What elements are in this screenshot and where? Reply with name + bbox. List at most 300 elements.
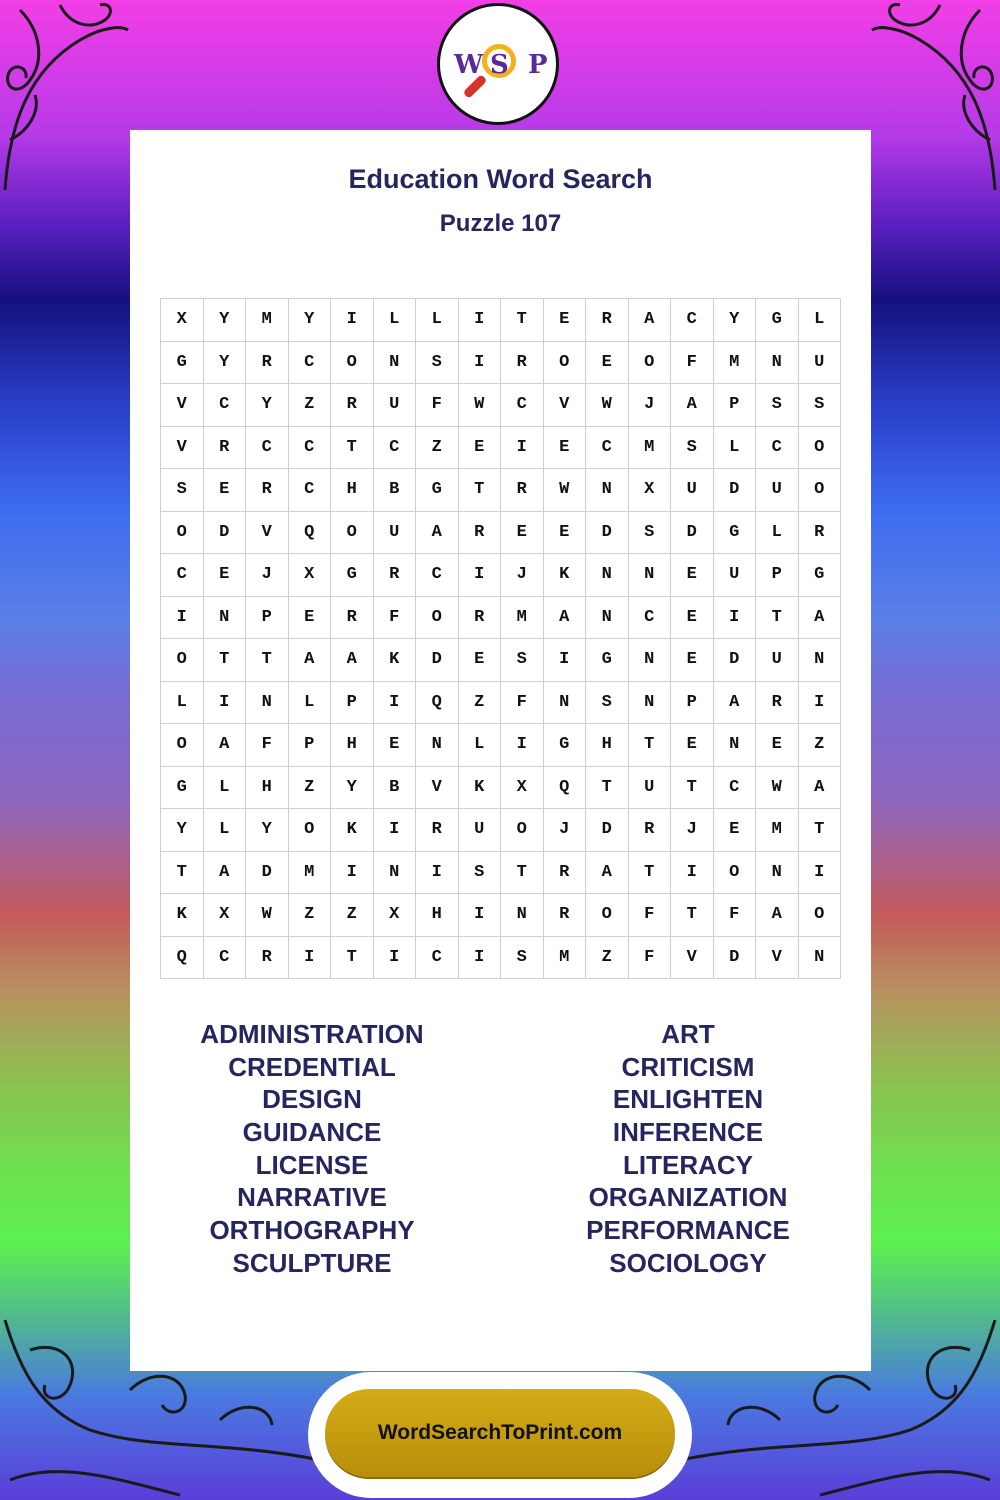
grid-cell[interactable]: D <box>713 936 756 979</box>
grid-cell[interactable]: C <box>203 384 246 427</box>
grid-row <box>161 341 841 384</box>
grid-cell[interactable]: K <box>373 639 416 682</box>
grid-cell[interactable]: V <box>756 936 799 979</box>
grid-cell[interactable]: O <box>331 511 374 554</box>
grid-cell[interactable]: N <box>798 639 841 682</box>
grid-cell[interactable]: C <box>713 766 756 809</box>
grid-cell[interactable]: T <box>331 936 374 979</box>
grid-cell[interactable]: A <box>203 724 246 767</box>
grid-cell[interactable]: G <box>543 724 586 767</box>
grid-cell[interactable]: Q <box>161 936 204 979</box>
grid-cell[interactable]: N <box>628 639 671 682</box>
grid-row <box>161 766 841 809</box>
grid-cell[interactable]: I <box>161 596 204 639</box>
grid-cell[interactable]: L <box>756 511 799 554</box>
grid-cell[interactable]: I <box>458 554 501 597</box>
word-list-item: ORTHOGRAPHY <box>209 1215 415 1246</box>
grid-cell[interactable]: O <box>416 596 459 639</box>
grid-row <box>161 554 841 597</box>
grid-cell[interactable]: E <box>543 426 586 469</box>
grid-cell[interactable]: U <box>373 511 416 554</box>
grid-cell[interactable]: N <box>373 851 416 894</box>
grid-cell[interactable]: Z <box>288 894 331 937</box>
grid-cell[interactable]: A <box>756 894 799 937</box>
grid-cell[interactable]: E <box>543 299 586 342</box>
grid-cell[interactable]: M <box>288 851 331 894</box>
grid-cell[interactable]: S <box>161 469 204 512</box>
grid-cell[interactable]: U <box>798 341 841 384</box>
grid-cell[interactable]: W <box>458 384 501 427</box>
grid-cell[interactable]: F <box>501 681 544 724</box>
grid-cell[interactable]: R <box>501 469 544 512</box>
grid-cell[interactable]: N <box>756 341 799 384</box>
grid-cell[interactable]: F <box>713 894 756 937</box>
grid-cell[interactable]: U <box>756 639 799 682</box>
grid-cell[interactable]: T <box>203 639 246 682</box>
grid-cell[interactable]: X <box>203 894 246 937</box>
grid-cell[interactable]: R <box>331 596 374 639</box>
grid-cell[interactable]: G <box>586 639 629 682</box>
corner-ornament-top-left <box>0 0 130 200</box>
grid-cell[interactable]: E <box>373 724 416 767</box>
grid-cell[interactable]: F <box>373 596 416 639</box>
grid-cell[interactable]: X <box>628 469 671 512</box>
grid-cell[interactable]: T <box>458 469 501 512</box>
grid-cell[interactable]: K <box>458 766 501 809</box>
grid-cell[interactable]: L <box>798 299 841 342</box>
grid-cell[interactable]: H <box>331 724 374 767</box>
grid-cell[interactable]: K <box>161 894 204 937</box>
grid-cell[interactable]: B <box>373 766 416 809</box>
letter-grid <box>160 298 841 979</box>
grid-cell[interactable]: N <box>246 681 289 724</box>
grid-cell[interactable]: C <box>373 426 416 469</box>
grid-cell[interactable]: I <box>373 681 416 724</box>
word-list-item: ADMINISTRATION <box>200 1019 424 1049</box>
grid-cell[interactable]: N <box>416 724 459 767</box>
grid-cell[interactable]: E <box>203 469 246 512</box>
grid-cell[interactable]: A <box>416 511 459 554</box>
grid-cell[interactable]: G <box>798 554 841 597</box>
grid-cell[interactable]: I <box>713 596 756 639</box>
grid-cell[interactable]: O <box>713 851 756 894</box>
grid-cell[interactable]: S <box>756 384 799 427</box>
grid-cell[interactable]: C <box>288 426 331 469</box>
word-list-item: ART <box>661 1019 715 1049</box>
grid-row <box>161 299 841 342</box>
grid-cell[interactable]: T <box>628 851 671 894</box>
word-list-item: LITERACY <box>623 1149 753 1180</box>
grid-cell[interactable]: U <box>373 384 416 427</box>
grid-cell[interactable]: H <box>246 766 289 809</box>
grid-cell[interactable]: A <box>628 299 671 342</box>
grid-cell[interactable]: R <box>458 596 501 639</box>
grid-cell[interactable]: L <box>161 681 204 724</box>
grid-cell[interactable]: R <box>246 936 289 979</box>
grid-cell[interactable]: V <box>416 766 459 809</box>
grid-cell[interactable]: O <box>628 341 671 384</box>
grid-cell[interactable]: R <box>246 469 289 512</box>
grid-cell[interactable]: T <box>671 766 714 809</box>
grid-cell[interactable]: E <box>543 511 586 554</box>
grid-cell[interactable]: S <box>501 639 544 682</box>
grid-cell[interactable]: W <box>756 766 799 809</box>
grid-cell[interactable]: A <box>798 596 841 639</box>
grid-cell[interactable]: M <box>501 596 544 639</box>
grid-cell[interactable]: E <box>713 809 756 852</box>
grid-cell[interactable]: N <box>713 724 756 767</box>
grid-cell[interactable]: M <box>713 341 756 384</box>
grid-cell[interactable]: T <box>501 851 544 894</box>
grid-cell[interactable]: T <box>671 894 714 937</box>
grid-cell[interactable]: S <box>798 384 841 427</box>
grid-cell[interactable]: N <box>586 469 629 512</box>
page-title: Education Word Search <box>348 164 653 194</box>
grid-cell[interactable]: L <box>203 809 246 852</box>
grid-cell[interactable]: S <box>628 511 671 554</box>
logo-letter-p: P <box>528 50 548 80</box>
site-link-button[interactable]: WordSearchToPrint.com <box>325 1389 675 1477</box>
grid-cell[interactable]: O <box>798 894 841 937</box>
word-list-item: CRITICISM <box>621 1051 755 1082</box>
grid-cell[interactable]: W <box>586 384 629 427</box>
grid-cell[interactable]: X <box>288 554 331 597</box>
grid-cell[interactable]: O <box>543 341 586 384</box>
grid-cell[interactable]: R <box>543 851 586 894</box>
grid-cell[interactable]: N <box>373 341 416 384</box>
grid-row <box>161 511 841 554</box>
grid-cell[interactable]: T <box>628 724 671 767</box>
word-list-left <box>152 1018 472 1280</box>
grid-cell[interactable]: V <box>543 384 586 427</box>
grid-cell[interactable]: T <box>161 851 204 894</box>
grid-cell[interactable]: Y <box>713 299 756 342</box>
grid-cell[interactable]: L <box>458 724 501 767</box>
grid-cell[interactable]: E <box>458 639 501 682</box>
grid-cell[interactable]: X <box>161 299 204 342</box>
grid-cell[interactable]: D <box>671 511 714 554</box>
grid-cell[interactable]: G <box>713 511 756 554</box>
grid-row <box>161 596 841 639</box>
grid-cell[interactable]: G <box>416 469 459 512</box>
grid-cell[interactable]: N <box>756 851 799 894</box>
grid-cell[interactable]: U <box>671 469 714 512</box>
word-list-item: PERFORMANCE <box>586 1215 790 1246</box>
grid-cell[interactable]: R <box>628 809 671 852</box>
grid-cell[interactable]: R <box>756 681 799 724</box>
grid-cell[interactable]: N <box>501 894 544 937</box>
grid-cell[interactable]: V <box>161 426 204 469</box>
grid-cell[interactable]: D <box>203 511 246 554</box>
grid-row <box>161 469 841 512</box>
grid-cell[interactable]: E <box>458 426 501 469</box>
grid-cell[interactable]: M <box>756 809 799 852</box>
grid-cell[interactable]: L <box>416 299 459 342</box>
grid-cell[interactable]: O <box>161 639 204 682</box>
grid-cell[interactable]: A <box>586 851 629 894</box>
grid-cell[interactable]: I <box>798 851 841 894</box>
grid-cell[interactable]: U <box>756 469 799 512</box>
grid-cell[interactable]: E <box>671 639 714 682</box>
grid-cell[interactable]: N <box>586 554 629 597</box>
grid-cell[interactable]: Y <box>331 766 374 809</box>
grid-cell[interactable]: R <box>543 894 586 937</box>
grid-cell[interactable]: A <box>203 851 246 894</box>
grid-cell[interactable]: S <box>416 341 459 384</box>
grid-row <box>161 681 841 724</box>
word-list-item: SCULPTURE <box>232 1247 392 1278</box>
grid-cell[interactable]: Q <box>288 511 331 554</box>
grid-cell[interactable]: J <box>246 554 289 597</box>
grid-cell[interactable]: R <box>586 299 629 342</box>
grid-cell[interactable]: T <box>756 596 799 639</box>
word-list-item: GUIDANCE <box>242 1117 382 1148</box>
grid-cell[interactable]: C <box>628 596 671 639</box>
corner-ornament-top-right <box>870 0 1000 200</box>
grid-cell[interactable]: O <box>798 469 841 512</box>
grid-cell[interactable]: O <box>161 511 204 554</box>
grid-cell[interactable]: Y <box>203 299 246 342</box>
word-list-item: ORGANIZATION <box>588 1182 788 1213</box>
grid-cell[interactable]: Q <box>416 681 459 724</box>
grid-cell[interactable]: T <box>586 766 629 809</box>
grid-cell[interactable]: D <box>586 809 629 852</box>
grid-row <box>161 384 841 427</box>
grid-cell[interactable]: U <box>713 554 756 597</box>
grid-cell[interactable]: A <box>543 596 586 639</box>
grid-cell[interactable]: S <box>586 681 629 724</box>
grid-cell[interactable]: Z <box>798 724 841 767</box>
grid-cell[interactable]: Q <box>543 766 586 809</box>
grid-cell[interactable]: H <box>331 469 374 512</box>
grid-cell[interactable]: I <box>373 936 416 979</box>
grid-cell[interactable]: V <box>246 511 289 554</box>
grid-cell[interactable]: S <box>458 851 501 894</box>
word-list-item: DESIGN <box>262 1084 362 1115</box>
grid-cell[interactable]: W <box>246 894 289 937</box>
logo-letter-s: S <box>490 50 509 80</box>
word-list-item: CREDENTIAL <box>228 1051 396 1082</box>
grid-cell[interactable]: I <box>458 299 501 342</box>
grid-cell[interactable]: C <box>501 384 544 427</box>
grid-row <box>161 724 841 767</box>
grid-cell[interactable]: N <box>586 596 629 639</box>
grid-cell[interactable]: R <box>798 511 841 554</box>
grid-cell[interactable]: L <box>288 681 331 724</box>
grid-cell[interactable]: C <box>203 936 246 979</box>
grid-cell[interactable]: R <box>501 341 544 384</box>
grid-cell[interactable]: B <box>373 469 416 512</box>
grid-cell[interactable]: T <box>798 809 841 852</box>
grid-cell[interactable]: U <box>458 809 501 852</box>
grid-cell[interactable]: C <box>288 469 331 512</box>
grid-cell[interactable]: R <box>203 426 246 469</box>
grid-cell[interactable]: N <box>628 554 671 597</box>
grid-cell[interactable]: J <box>628 384 671 427</box>
puzzle-number: Puzzle 107 <box>439 210 562 237</box>
grid-cell[interactable]: P <box>671 681 714 724</box>
grid-cell[interactable]: F <box>416 384 459 427</box>
grid-cell[interactable]: E <box>671 724 714 767</box>
grid-cell[interactable]: D <box>586 511 629 554</box>
grid-cell[interactable]: D <box>416 639 459 682</box>
grid-cell[interactable]: P <box>713 384 756 427</box>
grid-cell[interactable]: D <box>713 639 756 682</box>
grid-cell[interactable]: R <box>416 809 459 852</box>
grid-cell[interactable]: P <box>756 554 799 597</box>
grid-cell[interactable]: A <box>713 681 756 724</box>
grid-cell[interactable]: C <box>288 341 331 384</box>
grid-row <box>161 894 841 937</box>
grid-cell[interactable]: P <box>288 724 331 767</box>
grid-cell[interactable]: Z <box>288 384 331 427</box>
grid-cell[interactable]: E <box>288 596 331 639</box>
grid-row <box>161 936 841 979</box>
grid-cell[interactable]: Z <box>331 894 374 937</box>
grid-cell[interactable]: I <box>458 936 501 979</box>
grid-cell[interactable]: P <box>331 681 374 724</box>
grid-cell[interactable]: V <box>161 384 204 427</box>
grid-cell[interactable]: E <box>203 554 246 597</box>
grid-cell[interactable]: X <box>373 894 416 937</box>
grid-cell[interactable]: I <box>458 341 501 384</box>
grid-cell[interactable]: K <box>543 554 586 597</box>
word-list-right <box>528 1018 848 1280</box>
grid-cell[interactable]: I <box>501 724 544 767</box>
grid-cell[interactable]: C <box>416 554 459 597</box>
grid-cell[interactable]: H <box>586 724 629 767</box>
grid-cell[interactable]: T <box>331 426 374 469</box>
grid-cell[interactable]: I <box>288 936 331 979</box>
grid-cell[interactable]: O <box>331 341 374 384</box>
grid-cell[interactable]: R <box>246 341 289 384</box>
word-list-item: NARRATIVE <box>237 1182 387 1213</box>
grid-cell[interactable]: N <box>628 681 671 724</box>
grid-cell[interactable]: C <box>586 426 629 469</box>
grid-cell[interactable]: T <box>501 299 544 342</box>
word-list-item: INFERENCE <box>612 1117 764 1148</box>
grid-cell[interactable]: I <box>671 851 714 894</box>
grid-cell[interactable]: I <box>501 426 544 469</box>
grid-cell[interactable]: V <box>671 936 714 979</box>
grid-cell[interactable]: J <box>501 554 544 597</box>
grid-cell[interactable]: F <box>246 724 289 767</box>
grid-cell[interactable]: E <box>671 554 714 597</box>
grid-cell[interactable]: E <box>756 724 799 767</box>
grid-row <box>161 809 841 852</box>
grid-cell[interactable]: I <box>203 681 246 724</box>
grid-cell[interactable]: J <box>543 809 586 852</box>
grid-cell[interactable]: C <box>246 426 289 469</box>
grid-cell[interactable]: A <box>331 639 374 682</box>
grid-cell[interactable]: L <box>373 299 416 342</box>
grid-cell[interactable]: E <box>671 596 714 639</box>
grid-cell[interactable]: M <box>628 426 671 469</box>
grid-cell[interactable]: R <box>458 511 501 554</box>
grid-cell[interactable]: M <box>543 936 586 979</box>
word-list-item: ENLIGHTEN <box>612 1084 764 1115</box>
grid-cell[interactable]: H <box>416 894 459 937</box>
word-list-item: SOCIOLOGY <box>609 1247 767 1278</box>
grid-cell[interactable]: I <box>458 894 501 937</box>
grid-cell[interactable]: S <box>501 936 544 979</box>
grid-cell[interactable]: M <box>246 299 289 342</box>
grid-cell[interactable]: R <box>331 384 374 427</box>
grid-cell[interactable]: Y <box>246 809 289 852</box>
grid-cell[interactable]: I <box>543 639 586 682</box>
grid-cell[interactable]: E <box>586 341 629 384</box>
grid-cell[interactable]: U <box>628 766 671 809</box>
grid-cell[interactable]: P <box>246 596 289 639</box>
grid-row <box>161 851 841 894</box>
grid-cell[interactable]: O <box>288 809 331 852</box>
grid-cell[interactable]: S <box>671 426 714 469</box>
grid-cell[interactable]: I <box>373 809 416 852</box>
grid-cell[interactable]: G <box>756 299 799 342</box>
grid-cell[interactable]: X <box>501 766 544 809</box>
grid-cell[interactable]: Z <box>288 766 331 809</box>
grid-cell[interactable]: Y <box>161 809 204 852</box>
grid-cell[interactable]: O <box>798 426 841 469</box>
grid-cell[interactable]: T <box>246 639 289 682</box>
grid-cell[interactable]: Z <box>416 426 459 469</box>
grid-cell[interactable]: I <box>416 851 459 894</box>
grid-cell[interactable]: A <box>671 384 714 427</box>
grid-cell[interactable]: C <box>671 299 714 342</box>
grid-cell[interactable]: O <box>161 724 204 767</box>
grid-cell[interactable]: I <box>798 681 841 724</box>
grid-cell[interactable]: Z <box>586 936 629 979</box>
grid-cell[interactable]: N <box>543 681 586 724</box>
grid-cell[interactable]: I <box>331 299 374 342</box>
grid-cell[interactable]: L <box>203 766 246 809</box>
grid-cell[interactable]: N <box>798 936 841 979</box>
grid-row <box>161 426 841 469</box>
grid-cell[interactable]: Y <box>203 341 246 384</box>
grid-cell[interactable]: C <box>756 426 799 469</box>
grid-cell[interactable]: O <box>501 809 544 852</box>
grid-cell[interactable]: C <box>161 554 204 597</box>
grid-cell[interactable]: Z <box>458 681 501 724</box>
grid-cell[interactable]: F <box>671 341 714 384</box>
grid-cell[interactable]: I <box>331 851 374 894</box>
puzzle-panel <box>130 130 871 1371</box>
grid-cell[interactable]: A <box>288 639 331 682</box>
grid-cell[interactable]: K <box>331 809 374 852</box>
grid-cell[interactable]: L <box>713 426 756 469</box>
grid-cell[interactable]: Y <box>288 299 331 342</box>
grid-cell[interactable]: D <box>246 851 289 894</box>
grid-row <box>161 639 841 682</box>
logo-letter-w: W <box>454 50 484 80</box>
grid-cell[interactable]: Y <box>246 384 289 427</box>
grid-cell[interactable]: W <box>543 469 586 512</box>
grid-cell[interactable]: E <box>501 511 544 554</box>
grid-cell[interactable]: G <box>331 554 374 597</box>
grid-cell[interactable]: O <box>586 894 629 937</box>
grid-cell[interactable]: J <box>671 809 714 852</box>
grid-cell[interactable]: A <box>798 766 841 809</box>
grid-cell[interactable]: N <box>203 596 246 639</box>
word-list-item: LICENSE <box>255 1149 369 1180</box>
grid-cell[interactable]: F <box>628 894 671 937</box>
grid-cell[interactable]: D <box>713 469 756 512</box>
grid-cell[interactable]: G <box>161 341 204 384</box>
grid-cell[interactable]: F <box>628 936 671 979</box>
grid-cell[interactable]: R <box>373 554 416 597</box>
grid-cell[interactable]: G <box>161 766 204 809</box>
grid-cell[interactable]: C <box>416 936 459 979</box>
